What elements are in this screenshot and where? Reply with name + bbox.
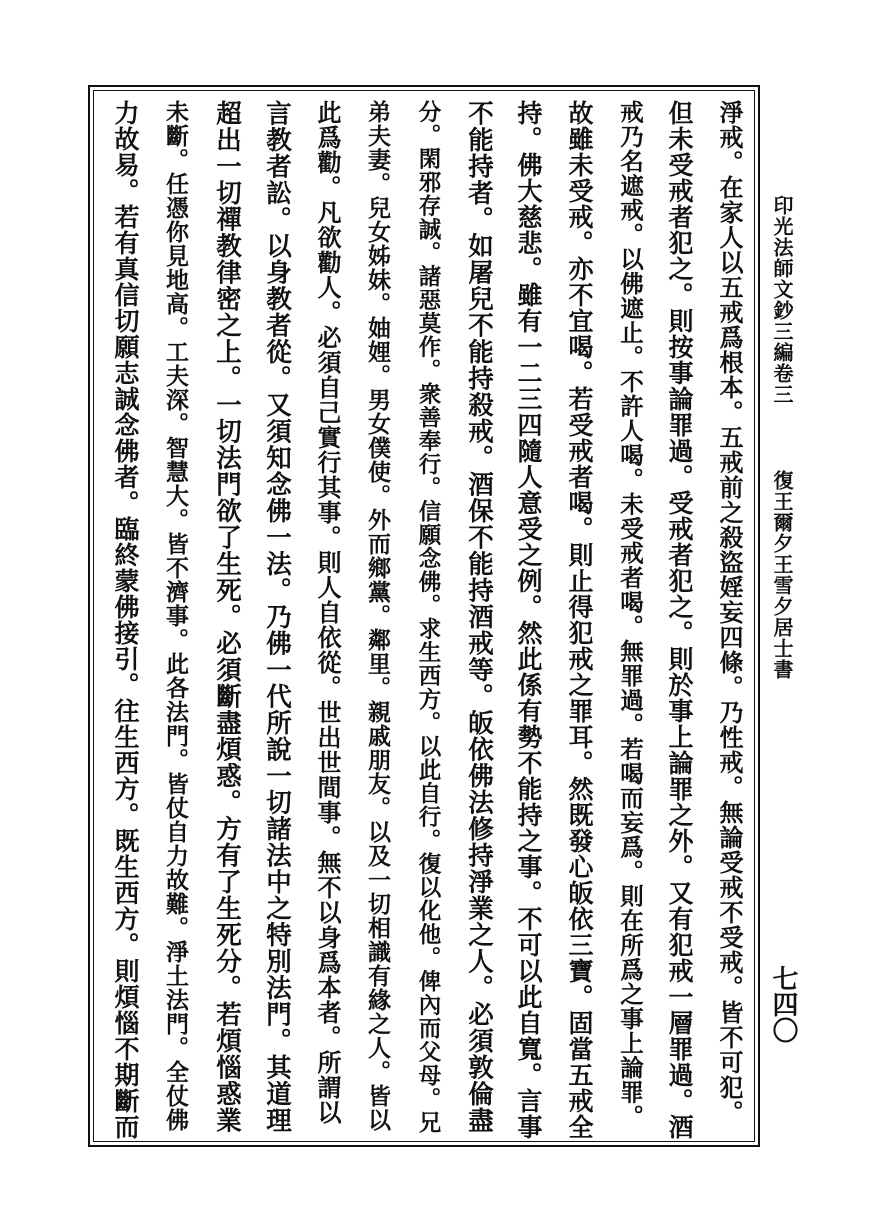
page-number: 七四〇 [768, 965, 798, 1043]
text-column-9: 此爲勸。凡欲勸人。必須自己實行其事。則人自依從。世出世間事。無不以身爲本者。所謂以 [313, 100, 342, 1125]
text-column-7: 分。閑邪存誠。諸惡莫作。衆善奉行。信願念佛。求生西方。以此自行。復以化他。俾內而父母。兄 [415, 100, 441, 1134]
text-column-2: 但未受戒者犯之。則按事論罪過。受戒者犯之。則於事上論罪之外。又有犯戒一層罪過。酒 [665, 100, 694, 1140]
text-column-12: 未斷。任憑你見地高。工夫深。智慧大。皆不濟事。此各法門。皆仗自力故難。淨土法門。全仗佛 [162, 100, 189, 1132]
text-column-11: 超出一切禪教律密之上。一切法門欲了生死。必須斷盡煩惑。方有了生死分。若煩惱惑業 [212, 100, 242, 1134]
text-column-10: 言教者訟。以身教者從。又須知念佛一法。乃佛一代所說一切諸法中之特別法門。其道理 [262, 100, 292, 1134]
book-title: 印光法師文鈔三編卷三 [770, 195, 794, 405]
section-title: 復王爾夕王雪夕居士書 [770, 470, 794, 680]
text-column-13: 力故易。若有真信切願志誠念佛者。臨終蒙佛接引。往生西方。既生西方。則煩惱不期斷而 [111, 100, 140, 1140]
text-column-3: 戒乃名遮戒。以佛遮止。不許人喝。未受戒者喝。無罪過。若喝而妄爲。則在所爲之事上論罪。 [616, 100, 644, 1129]
text-column-6: 不能持者。如屠兒不能持殺戒。酒保不能持酒戒等。皈依佛法修持淨業之人。必須敦倫盡 [464, 100, 494, 1134]
text-column-5: 持。佛大慈悲。雖有一二三四隨人意受之例。然此係有勢不能持之事。不可以此自寬。言事 [514, 100, 543, 1140]
text-column-1: 淨戒。在家人以五戒爲根本。五戒前之殺盜婬妄四條。乃性戒。無論受戒不受戒。皆不可犯。 [715, 100, 744, 1125]
text-column-8: 弟夫妻。兒女姊妹。妯娌。男女僕使。外而鄉黨。鄰里。親戚朋友。以及一切相識有緣之人。皆以 [364, 100, 391, 1132]
text-column-4: 故雖未受戒。亦不宜喝。若受戒者喝。則止得犯戒之罪耳。然既發心皈依三寶。固當五戒全 [565, 100, 594, 1140]
